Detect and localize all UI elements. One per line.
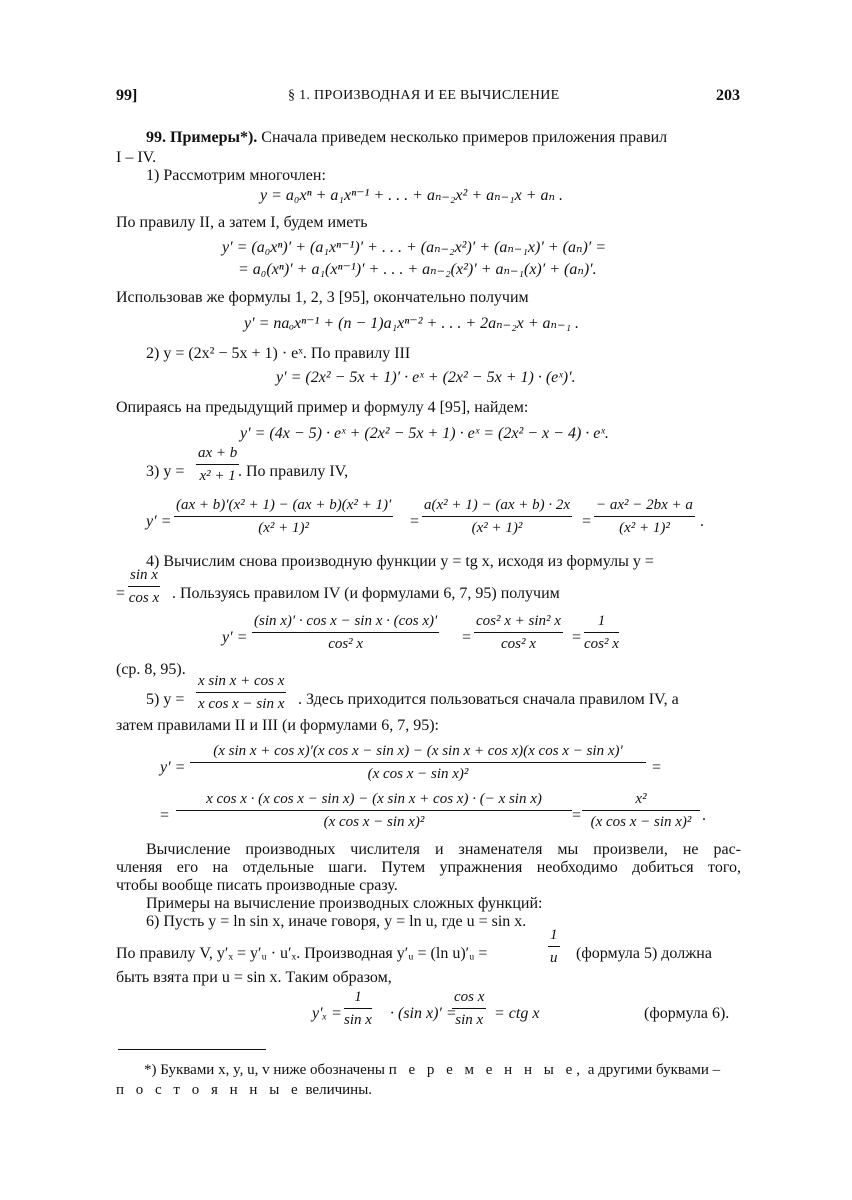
fraction-denominator: x cos x − sin x: [198, 696, 285, 712]
period: .: [700, 513, 704, 530]
formulas-text: Использовав же формулы 1, 2, 3 [95], окончательно получим: [116, 289, 529, 306]
equals-sign: =: [652, 759, 662, 776]
fraction-numerator: sin x: [128, 566, 160, 587]
intro-text-cont: I – IV.: [116, 149, 157, 166]
equation-ex6-lhs: y′ₓ =: [312, 1005, 342, 1022]
fraction-numerator: − ax² − 2bx + a: [594, 496, 695, 517]
equation-polynomial: y = a₀xⁿ + a₁xⁿ⁻¹ + . . . + aₙ₋₂x² + aₙ₋₁x + aₙ .: [260, 187, 563, 204]
fraction-quotient-1: [174, 496, 393, 537]
footnote-text: величины.: [305, 1082, 373, 1098]
equation-derivative-final: y′ = naₒxⁿ⁻¹ + (n − 1)a₁xⁿ⁻² + . . . + 2aₙ₋₂x + aₙ₋₁ .: [244, 315, 580, 332]
fraction-example-3: [196, 444, 239, 485]
fraction-example-5: [196, 672, 286, 713]
fraction-ex6-1: [344, 988, 372, 1029]
fraction-denominator: cos x: [128, 590, 160, 606]
fraction-one-over-u: [548, 926, 560, 967]
equation-ex6-result: = ctg x: [494, 1005, 540, 1022]
footnote-line-2: [116, 1080, 372, 1100]
footnote-text: *) Буквами x, y, u, v ниже обозначены: [144, 1062, 385, 1078]
example-6-label: 6) Пусть y = ln sin x, иначе говоря, y = ln u, где u = sin x.: [146, 913, 527, 930]
equals-sign: =: [572, 807, 582, 824]
equation-derivative-2: = a₀(xⁿ)′ + a₁(xⁿ⁻¹)′ + . . . + aₙ₋₂(x²)′ + aₙ₋₁(x)′ + (aₙ)′.: [238, 261, 597, 278]
body-paragraph: Примеры на вычисление производных сложных функций:: [146, 895, 543, 912]
fraction-numerator: x sin x + cos x: [196, 672, 286, 693]
fraction-numerator: 1: [548, 926, 560, 947]
fraction-denominator: sin x: [455, 1012, 484, 1028]
fraction-denominator: (x cos x − sin x)²: [323, 814, 425, 830]
footnote-text: а другими буквами –: [587, 1062, 721, 1078]
equals-sign: =: [582, 513, 592, 530]
fraction-numerator: cos² x + sin² x: [474, 612, 563, 633]
example-6-text-end: (формула 5) должна: [576, 945, 712, 962]
fraction-denominator: cos² x: [328, 636, 364, 652]
fraction-tg-1: [252, 612, 439, 653]
example-2-label: 2) y = (2x² − 5x + 1) · eˣ. По правилу III: [146, 345, 411, 362]
example-1-label: 1) Рассмотрим многочлен:: [146, 167, 326, 184]
equals-sign: =: [410, 513, 420, 530]
fraction-denominator: cos² x: [501, 636, 536, 652]
fraction-numerator: a(x² + 1) − (ax + b) · 2x: [422, 496, 572, 517]
fraction-tg-3: [584, 612, 619, 653]
fraction-numerator: 1: [344, 988, 372, 1009]
fraction-quotient-3: [594, 496, 695, 537]
example-3-text: . По правилу IV,: [238, 463, 349, 480]
equation-quotient-lhs: y′ =: [146, 513, 172, 530]
fraction-denominator: (x cos x − sin x)²: [590, 814, 692, 830]
fraction-ex5-3: [582, 790, 700, 831]
fraction-denominator: (x² + 1)²: [471, 520, 523, 536]
fraction-numerator: 1: [584, 612, 619, 633]
example-2-text: Опираясь на предыдущий пример и формулу 4 [95], найдем:: [116, 399, 529, 416]
intro-text: Сначала приведем несколько примеров приложения правил: [261, 129, 668, 146]
equation-ex6-mid: · (sin x)′ =: [390, 1005, 457, 1022]
body-paragraph: чтобы вообще писать производные сразу.: [116, 877, 398, 894]
formula-reference: (формула 6).: [644, 1005, 730, 1022]
example-4-label: 4) Вычислим снова производную функции y = tg x, исходя из формулы y =: [146, 553, 654, 570]
fraction-quotient-2: [422, 496, 572, 537]
fraction-denominator: x² + 1: [199, 468, 236, 484]
body-paragraph: Вычисление производных числителя и знаменателя мы произвели, не рас-: [146, 841, 741, 858]
fraction-denominator: sin x: [344, 1012, 372, 1028]
fraction-ex5-2: [176, 790, 572, 831]
equals-sign: =: [160, 807, 170, 824]
fraction-ex6-2: [452, 988, 486, 1029]
fraction-numerator: cos x: [452, 988, 486, 1009]
equals-sign: =: [462, 629, 472, 646]
fraction-ex5-1: [190, 742, 646, 783]
equation-tg-lhs: y′ =: [222, 629, 248, 646]
paragraph-heading: 99. Примеры*).: [146, 129, 258, 146]
example-3-label: 3) y =: [146, 463, 185, 480]
example-5-label: 5) y =: [146, 691, 185, 708]
fraction-numerator: (ax + b)′(x² + 1) − (ax + b)(x² + 1)′: [174, 496, 393, 517]
page-number: 203: [716, 87, 740, 104]
fraction-tg: [128, 566, 160, 607]
section-number: 99]: [116, 87, 138, 104]
equation-example-2-result: y′ = (4x − 5) · eˣ + (2x² − 5x + 1) · eˣ = (2x² − x − 4) · eˣ.: [240, 425, 609, 442]
fraction-denominator: u: [550, 950, 558, 966]
period: .: [702, 807, 706, 824]
equation-ex5-lhs: y′ =: [160, 759, 186, 776]
fraction-denominator: (x² + 1)²: [619, 520, 670, 536]
body-paragraph: членяя его на отдельные шаги. Путем упражнения необходимо добиться того,: [116, 859, 741, 876]
fraction-numerator: ax + b: [196, 444, 239, 465]
example-6-text-cont: быть взята при u = sin x. Таким образом,: [116, 969, 392, 986]
footnote-emphasis: п е р е м е н н ы е,: [388, 1062, 584, 1078]
reference-text: (ср. 8, 95).: [116, 661, 186, 678]
fraction-denominator: (x² + 1)²: [258, 520, 310, 536]
rule-text: По правилу II, а затем I, будем иметь: [116, 214, 368, 231]
fraction-denominator: cos² x: [584, 636, 619, 652]
example-5-text-cont: затем правилами II и III (и формулами 6, 7, 95):: [116, 717, 439, 734]
example-6-text: По правилу V, y′ₓ = y′ᵤ · u′ₓ. Производная y′ᵤ = (ln u)′ᵤ =: [116, 945, 488, 962]
fraction-numerator: (x sin x + cos x)′(x cos x − sin x) − (x sin x + cos x)(x cos x − sin x)′: [190, 742, 646, 763]
fraction-numerator: x cos x · (x cos x − sin x) − (x sin x + cos x) · (− x sin x): [176, 790, 572, 811]
fraction-denominator: (x cos x − sin x)²: [367, 766, 469, 782]
footnote-divider: [118, 1049, 266, 1050]
equals-sign: =: [572, 629, 582, 646]
footnote-line-1: [144, 1060, 720, 1080]
fraction-numerator: x²: [582, 790, 700, 811]
equation-derivative-1: y′ = (a₀xⁿ)′ + (a₁xⁿ⁻¹)′ + . . . + (aₙ₋₂x²)′ + (aₙ₋₁x)′ + (aₙ)′ =: [222, 239, 607, 256]
running-title: § 1. ПРОИЗВОДНАЯ И ЕЕ ВЫЧИСЛЕНИЕ: [288, 88, 560, 103]
example-5-text: . Здесь приходится пользоваться сначала правилом IV, а: [298, 691, 679, 708]
equation-product-rule: y′ = (2x² − 5x + 1)′ · eˣ + (2x² − 5x + 1) · (eˣ)′.: [276, 369, 576, 386]
paragraph-heading-line: [146, 128, 667, 148]
example-4-text: . Пользуясь правилом IV (и формулами 6, 7, 95) получим: [172, 585, 560, 602]
fraction-tg-2: [474, 612, 563, 653]
footnote-emphasis: п о с т о я н н ы е: [116, 1082, 302, 1098]
equals-sign: =: [116, 585, 126, 602]
fraction-numerator: (sin x)′ · cos x − sin x · (cos x)′: [252, 612, 439, 633]
